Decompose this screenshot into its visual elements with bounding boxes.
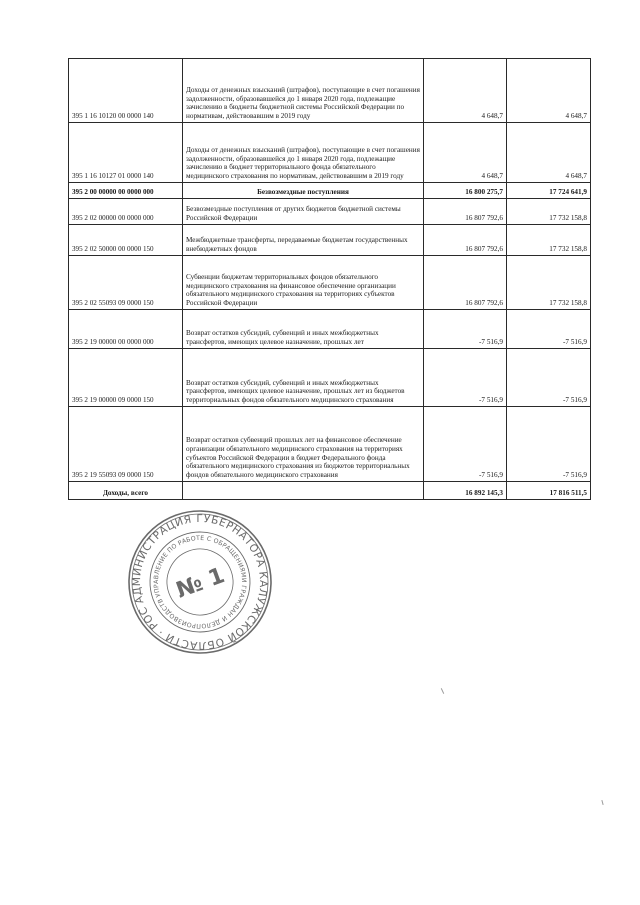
official-seal: [126, 508, 274, 656]
amount-year-1: 16 807 792,6: [424, 256, 507, 310]
amount-year-1: 4 648,7: [424, 123, 507, 183]
budget-code: 395 2 02 50000 00 0000 150: [69, 225, 183, 256]
amount-year-2: 17 732 158,8: [507, 256, 591, 310]
amount-year-1: 4 648,7: [424, 59, 507, 123]
table-row: [69, 183, 591, 199]
table-row: [69, 59, 591, 123]
budget-code: 395 2 19 55093 09 0000 150: [69, 407, 183, 482]
budget-code: 395 2 19 00000 09 0000 150: [69, 349, 183, 407]
amount-year-2: 4 648,7: [507, 59, 591, 123]
amount-year-2: 17 732 158,8: [507, 199, 591, 225]
amount-year-1: -7 516,9: [424, 349, 507, 407]
revenue-name: Возврат остатков субсидий, субвенций и иных межбюджетных трансфертов, имеющих целевое назначение, прошлых лет: [183, 310, 424, 349]
budget-code: 395 1 16 10127 01 0000 140: [69, 123, 183, 183]
amount-year-1: 16 807 792,6: [424, 199, 507, 225]
budget-code: 395 1 16 10120 00 0000 140: [69, 59, 183, 123]
revenue-name: Субвенции бюджетам территориальных фондов обязательного медицинского страхования на финансовое обеспечение организации обязательного медицинского страхования на территориях субъектов Российской Федерации: [183, 256, 424, 310]
table-row: [69, 310, 591, 349]
amount-year-2: 17 732 158,8: [507, 225, 591, 256]
amount-year-2: -7 516,9: [507, 407, 591, 482]
budget-code: 395 2 00 00000 00 0000 000: [69, 183, 183, 199]
amount-year-1: -7 516,9: [424, 407, 507, 482]
table-row: [69, 349, 591, 407]
total-amount-year-2: 17 816 511,5: [507, 482, 591, 500]
amount-year-2: 17 724 641,9: [507, 183, 591, 199]
revenue-name: Безвозмездные поступления: [183, 183, 424, 199]
amount-year-2: -7 516,9: [507, 349, 591, 407]
revenue-name: Безвозмездные поступления от других бюджетов бюджетной системы Российской Федерации: [183, 199, 424, 225]
amount-year-2: -7 516,9: [507, 310, 591, 349]
table-row: [69, 225, 591, 256]
seal-number: № 1: [173, 563, 229, 604]
revenue-name: Межбюджетные трансферты, передаваемые бюджетам государственных внебюджетных фондов: [183, 225, 424, 256]
amount-year-1: 16 807 792,6: [424, 225, 507, 256]
total-name-empty: [183, 482, 424, 500]
stray-mark: [441, 688, 444, 694]
amount-year-1: -7 516,9: [424, 310, 507, 349]
revenue-name: Доходы от денежных взысканий (штрафов), поступающие в счет погашения задолженности, образовавшейся до 1 января 2020 года, подлежащие зачислению в бюджеты бюджетной системы Российской Федерации по нормативам, действовавшим в 2019 году: [183, 59, 424, 123]
table-row: [69, 199, 591, 225]
budget-code: 395 2 02 00000 00 0000 000: [69, 199, 183, 225]
seal-graphic: [126, 508, 274, 656]
revenue-name: Возврат остатков субсидий, субвенций и иных межбюджетных трансфертов, имеющих целевое назначение, прошлых лет из бюджетов территориальных фондов обязательного медицинского страхования: [183, 349, 424, 407]
revenue-table: [68, 58, 591, 500]
stray-mark: [601, 800, 603, 805]
total-label: Доходы, всего: [69, 482, 183, 500]
total-row: [69, 482, 591, 500]
table-row: [69, 256, 591, 310]
seal-inner-text: УПРАВЛЕНИЕ ПО РАБОТЕ С ОБРАЩЕНИЯМИ ГРАЖДАН И ДЕЛОПРОИЗВОДСТВА: [152, 534, 248, 630]
budget-code: 395 2 19 00000 00 0000 000: [69, 310, 183, 349]
revenue-name: Возврат остатков субвенций прошлых лет на финансовое обеспечение организации обязательного медицинского страхования на территориях субъектов Российской Федерации в бюджет Федерального фонда обязательного медицинского страхования из бюджетов территориальных фондов обязательного медицинского страхования: [183, 407, 424, 482]
budget-code: 395 2 02 55093 09 0000 150: [69, 256, 183, 310]
table-row: [69, 123, 591, 183]
amount-year-2: 4 648,7: [507, 123, 591, 183]
revenue-name: Доходы от денежных взысканий (штрафов), поступающие в счет погашения задолженности, образовавшейся до 1 января 2020 года, подлежащие зачислению в бюджет территориального фонда обязательного медицинского страхования по нормативам, действовавшим в 2019 году: [183, 123, 424, 183]
total-amount-year-1: 16 892 145,3: [424, 482, 507, 500]
seal-outer-text: АДМИНИСТРАЦИЯ ГУБЕРНАТОРА КАЛУЖСКОЙ ОБЛАСТИ · РОССИЙСКАЯ: [130, 512, 270, 652]
amount-year-1: 16 800 275,7: [424, 183, 507, 199]
table-row: [69, 407, 591, 482]
